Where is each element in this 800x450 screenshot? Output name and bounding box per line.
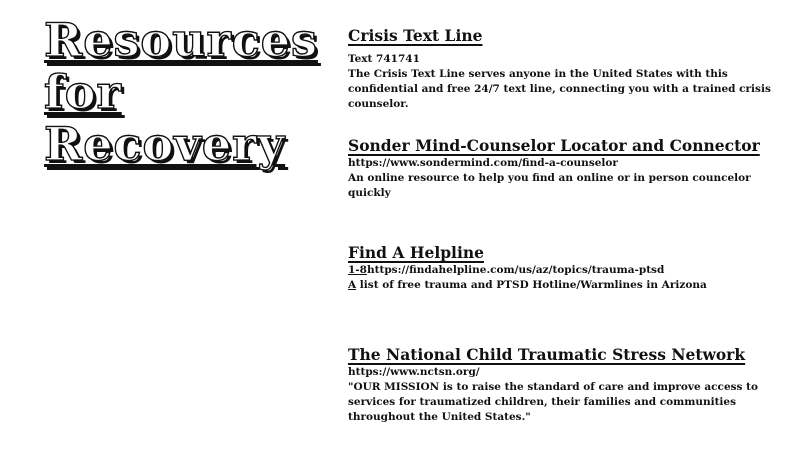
resource-description: "OUR MISSION is to raise the standard of care and improve access to services for traumatized children, their families and communities throughout the United States." — [348, 381, 758, 423]
page-title — [44, 14, 318, 170]
title-line-2: for — [44, 65, 122, 119]
resource-link — [348, 263, 778, 278]
resource-heading: Find A Helpline — [348, 243, 484, 262]
resource-link: https://www.nctsn.org/ — [348, 366, 480, 378]
resource-description — [348, 278, 778, 293]
title-line-1: Resources — [44, 13, 318, 67]
resource-link: https://www.sondermind.com/find-a-counselor — [348, 157, 618, 169]
resource-heading: Crisis Text Line — [348, 26, 483, 45]
resource-heading: Sonder Mind-Counselor Locator and Connector — [348, 136, 760, 155]
link-prefix: 1-8 — [348, 264, 367, 276]
resource-contact: Text 741741 — [348, 53, 420, 65]
description-prefix: A — [348, 279, 357, 291]
resource-description: An online resource to help you find an online or in person councelor quickly — [348, 172, 751, 199]
resource-heading: The National Child Traumatic Stress Network — [348, 345, 746, 364]
resource-nctsn — [348, 345, 778, 425]
resource-description: The Crisis Text Line serves anyone in the United States with this confidential and free 24/7 text line, connecting you with a trained crisis counselor. — [348, 68, 771, 110]
description-text: list of free trauma and PTSD Hotline/Warmlines in Arizona — [356, 279, 707, 291]
resource-sonder-mind — [348, 136, 778, 201]
link-url: https://findahelpline.com/us/az/topics/trauma-ptsd — [366, 264, 665, 276]
resource-find-a-helpline — [348, 243, 778, 293]
resource-crisis-text-line — [348, 26, 778, 112]
title-line-3: Recovery — [44, 117, 286, 171]
